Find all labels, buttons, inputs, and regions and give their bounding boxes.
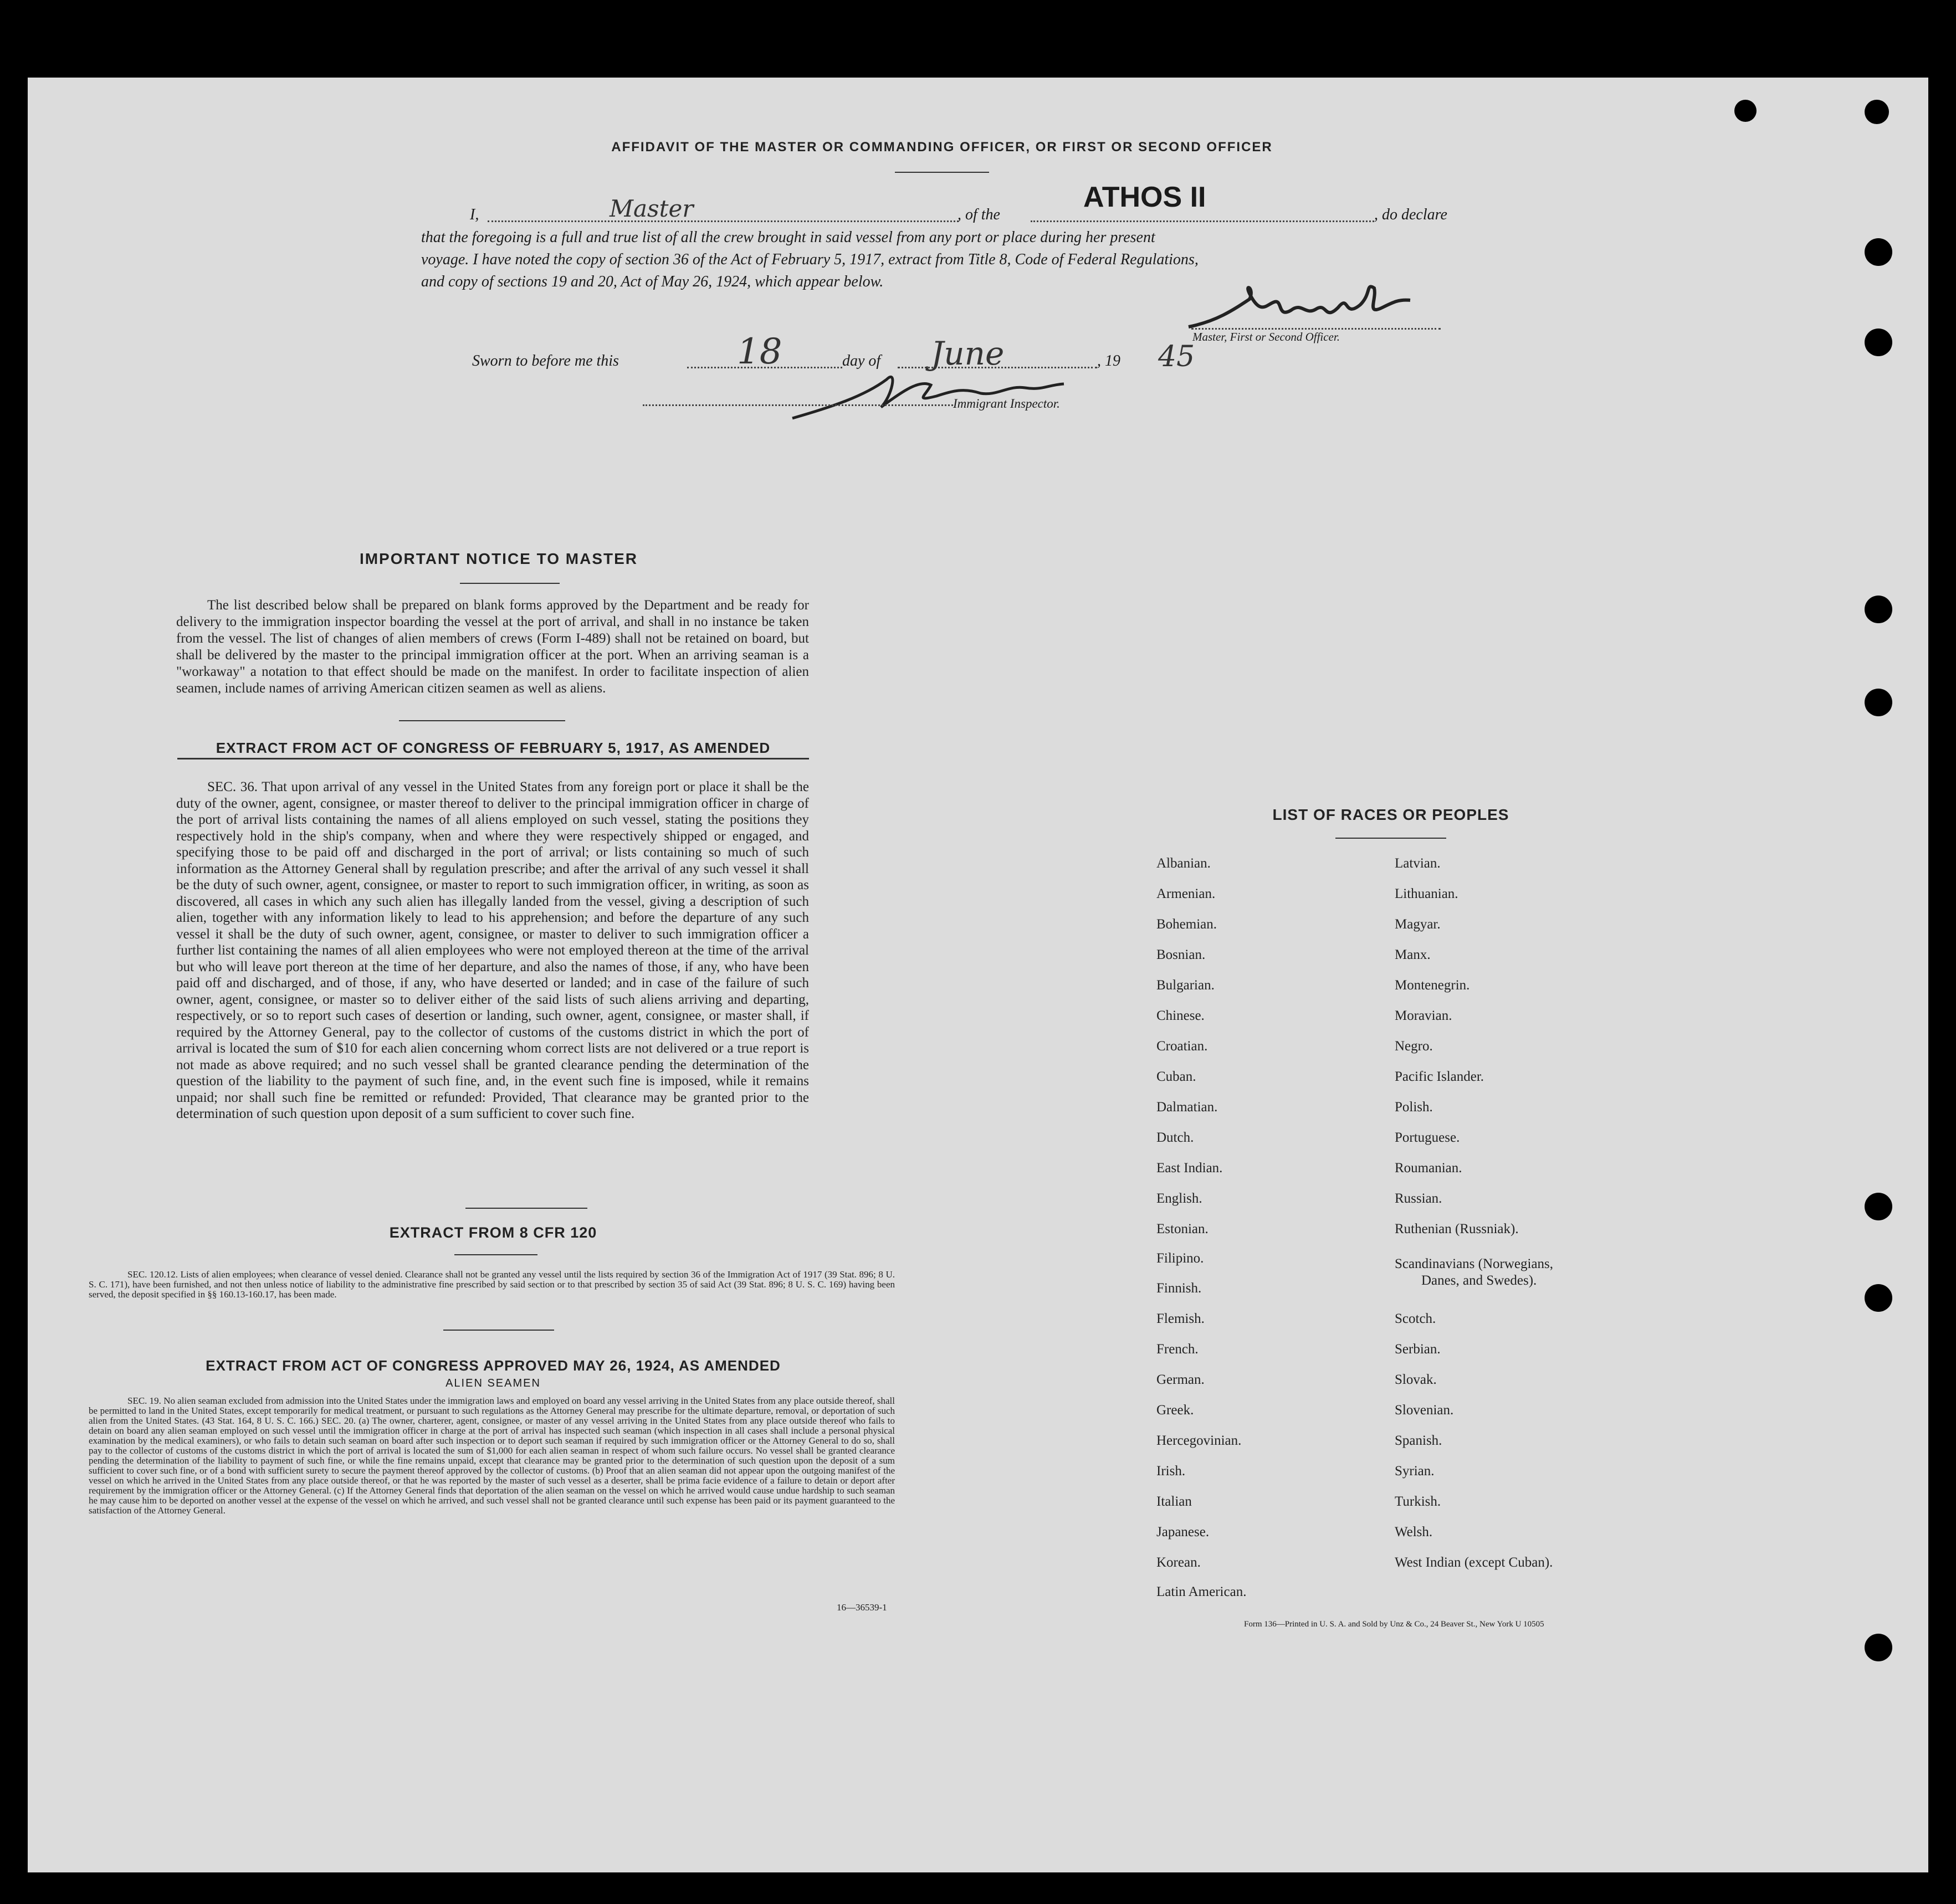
race-left-item: Korean. [1156, 1555, 1201, 1570]
race-left-item: Irish. [1156, 1464, 1186, 1479]
day-of-label: day of [842, 352, 881, 369]
race-left-item: Italian [1156, 1494, 1192, 1509]
form-code: 16—36539-1 [837, 1602, 887, 1613]
race-right-item: Magyar. [1395, 917, 1441, 932]
binder-hole [1865, 1634, 1892, 1661]
sworn-label: Sworn to before me this [472, 352, 619, 369]
sworn-day-handwritten: 18 [737, 331, 782, 372]
race-right-item: West Indian (except Cuban). [1395, 1555, 1553, 1570]
extract-1924-subtitle: ALIEN SEAMEN [446, 1377, 541, 1389]
race-right-item: Portuguese. [1395, 1130, 1460, 1145]
race-left-item: Finnish. [1156, 1281, 1202, 1296]
race-left-item: Bosnian. [1156, 947, 1206, 962]
race-left-item: English. [1156, 1191, 1202, 1206]
race-right-item: Polish. [1395, 1100, 1433, 1115]
master-signature-line [1191, 328, 1441, 330]
inspector-signature [787, 363, 1075, 424]
race-right-item: Ruthenian (Russniak). [1395, 1222, 1519, 1236]
notice-rule [460, 583, 560, 584]
binder-hole [1865, 329, 1892, 356]
affidavit-line-2: that the foregoing is a full and true list of all the crew brought in said vessel from any port or place during her present [421, 229, 1155, 246]
race-left-item: Croatian. [1156, 1039, 1208, 1054]
binder-hole [1865, 689, 1892, 716]
title-rule [895, 172, 989, 173]
race-right-item: Negro. [1395, 1039, 1433, 1054]
race-left-item: Japanese. [1156, 1525, 1210, 1539]
race-right-item: Latvian. [1395, 856, 1441, 871]
race-right-item: Manx. [1395, 947, 1431, 962]
race-left-item: French. [1156, 1342, 1199, 1357]
race-right-item: Pacific Islander. [1395, 1069, 1484, 1084]
inspector-signature-line [643, 404, 953, 406]
race-left-item: East Indian. [1156, 1161, 1223, 1176]
races-rule [1335, 838, 1446, 839]
cfr-end-rule [443, 1330, 554, 1331]
name-dotted-line [488, 220, 959, 222]
cfr-title: EXTRACT FROM 8 CFR 120 [389, 1224, 597, 1241]
notice-body: The list described below shall be prepared on blank forms approved by the Department and be ready for delivery to the immigration inspector boarding the vessel at the port of arrival, and shall in no instance be taken from the vessel. The list of changes of alien members of crews (Form I-489) shall not be retained on board, but shall be delivered by the master to the principal immigration officer at the port. When an arriving seaman is a "workaway" a notation to that effect should be made on the manifest. In order to facilitate inspection of alien seamen, include names of arriving American citizen seamen as well as aliens. [176, 598, 809, 696]
extract-1924-body: SEC. 19. No alien seaman excluded from admission into the United States under the immigration laws and employed on board any vessel arriving in the United States from any place outside thereof, shall be permitted to land in the United States, except temporarily for medical treatment, or pursuant to such regulations as the Attorney General may prescribe for the ultimate departure, removal, or deportation of such alien from the United States. (43 Stat. 164, 8 U. S. C. 166.) SEC. 20. (a) The owner, charterer, agent, consignee, or master of any vessel arriving in the United States from any place outside thereof who fails to detain on board any alien seaman employed on such vessel until the immigration officer in charge at the port of arrival has inspected such seaman (which inspection in all cases shall include a personal physical examination by the medical examiners), or who fails to detain such seaman on board after such inspection or to deport such seaman if required by such immigration officer or the Attorney General to do so, shall pay to the collector of customs of the customs district in which the port of arrival is located the sum of $1,000 for each alien seaman in respect of whom such failure occurs. No vessel shall be granted clearance pending the determination of the liability to payment of such fine, or while the fine remains unpaid, except that clearance may be granted prior to the determination of such question upon the deposit of a sum sufficient to cover such fine, or of a bond with sufficient surety to secure the payment thereof approved by the collector of customs. (b) Proof that an alien seaman did not appear upon the outgoing manifest of the vessel on which he arrived in the United States from any place outside thereof, or that he was reported by the master of such vessel as a deserter, shall be prima facie evidence of a failure to detain or deport after requirement by the immigration officer or the Attorney General. (c) If the Attorney General finds that deportation of the alien seaman on the vessel on which he arrived would cause undue hardship to such seaman he may cause him to be deported on another vessel at the expense of the vessel on which he arrived, and such vessel shall not be granted clearance until such expense has been paid or its payment guaranteed to the satisfaction of the Attorney General. [89, 1395, 895, 1516]
race-right-item: Danes, and Swedes). [1421, 1273, 1537, 1288]
race-right-item: Lithuanian. [1395, 886, 1458, 901]
affidavit-title: AFFIDAVIT OF THE MASTER OR COMMANDING OFFICER, OR FIRST OR SECOND OFFICER [611, 140, 1273, 155]
notice-title: IMPORTANT NOTICE TO MASTER [359, 550, 638, 567]
race-right-item: Syrian. [1395, 1464, 1435, 1479]
race-left-item: Armenian. [1156, 886, 1216, 901]
race-right-item: Russian. [1395, 1191, 1442, 1206]
notice-end-rule [399, 720, 565, 721]
extract-1917-title: EXTRACT FROM ACT OF CONGRESS OF FEBRUARY 5, 1917, AS AMENDED [216, 740, 771, 756]
race-right-item: Welsh. [1395, 1525, 1433, 1539]
race-right-item: Montenegrin. [1395, 978, 1470, 993]
race-left-item: Dalmatian. [1156, 1100, 1218, 1115]
year-handwritten: 45 [1158, 340, 1195, 373]
race-left-item: Cuban. [1156, 1069, 1196, 1084]
binder-hole [1865, 596, 1892, 623]
vessel-dotted-line [1031, 220, 1374, 222]
race-left-item: Dutch. [1156, 1130, 1194, 1145]
affidavit-line-3: voyage. I have noted the copy of section 36 of the Act of February 5, 1917, extract from Title 8, Code of Federal Regulations, [421, 251, 1199, 268]
i-label: I, [470, 206, 479, 223]
race-right-item: Scotch. [1395, 1311, 1436, 1326]
extract-1924-title: EXTRACT FROM ACT OF CONGRESS APPROVED MAY 26, 1924, AS AMENDED [206, 1357, 781, 1374]
master-caption: Master, First or Second Officer. [1192, 330, 1340, 343]
inspector-caption: Immigrant Inspector. [953, 397, 1060, 410]
cfr-body: SEC. 120.12. Lists of alien employees; when clearance of vessel denied. Clearance shall not be granted any vessel until the lists required by section 36 of the Immigration Act of 1917 (39 Stat. 896; 8 U. S. C. 171), have been furnished, and not then unless notice of liability to the administrative fine prescribed by said section or to that prescribed by section 35 of said Act (39 Stat. 896; 8 U. S. C. 169) having been served, the deposit specified in §§ 160.13-160.17, has been made. [89, 1269, 895, 1300]
sworn-month-handwritten: June [931, 335, 1005, 372]
affidavit-line-4: and copy of sections 19 and 20, Act of May 26, 1924, which appear below. [421, 273, 884, 290]
race-right-item: Roumanian. [1395, 1161, 1462, 1176]
binder-hole [1865, 100, 1889, 124]
cfr-rule [454, 1254, 537, 1255]
race-left-item: Chinese. [1156, 1008, 1205, 1023]
race-right-item: Scandinavians (Norwegians, [1395, 1256, 1554, 1271]
binder-hole [1865, 1284, 1892, 1312]
race-right-item: Slovenian. [1395, 1403, 1454, 1418]
race-right-item: Serbian. [1395, 1342, 1441, 1357]
binder-hole [1865, 238, 1892, 266]
race-left-item: Greek. [1156, 1403, 1194, 1418]
race-right-item: Spanish. [1395, 1433, 1442, 1448]
race-left-item: Bohemian. [1156, 917, 1217, 932]
extract-1917-body: SEC. 36. That upon arrival of any vessel in the United States from any foreign port or place it shall be the duty of the owner, agent, consignee, or master thereof to deliver to the principal immigration officer in charge of the port of arrival lists containing the names of all aliens employed on such vessel, stating the positions they respectively hold in the ship's company, when and where they were respectively shipped or engaged, and specifying those to be paid off and discharged in the port of arrival; or lists containing so much of such information as the Attorney General shall by regulation prescribe; and after the arrival of any such vessel it shall be the duty of such owner, agent, consignee, or master to report to such immigration officer, in writing, as soon as discovered, all cases in which any such alien has illegally landed from the vessel, giving a description of such alien, together with any information likely to lead to his apprehension; and before the departure of any such vessel it shall be the duty of such owner, agent, consignee, or master to deliver to such immigration officer a further list containing the names of all alien employees who were not employed thereon at the time of the arrival but who will leave port thereon at the time of her departure, and also the names of those, if any, who have been paid off and discharged, and of those, if any, who have deserted or landed; and in case of the failure of such owner, agent, consignee, or master so to deliver either of the said lists of such aliens arriving and departing, respectively, or so to report such cases of desertion or landing, such owner, agent, consignee, or master shall, if required by the Attorney General, pay to the collector of customs of the customs district in which the port of arrival is located the sum of $10 for each alien concerning whom correct lists are not delivered or a true report is not made as above required; and no such vessel shall be granted clearance pending the determination of the question of the liability to the payment of such fine, and, in the event such fine is imposed, while it remains unpaid; nor shall such fine be remitted or refunded: Provided, That clearance may be granted prior to the determination of such question upon deposit of a sum sufficient to cover such fine. [176, 779, 809, 1121]
race-right-item: Slovak. [1395, 1372, 1437, 1387]
race-right-item: Moravian. [1395, 1008, 1452, 1023]
race-left-item: German. [1156, 1372, 1205, 1387]
race-right-item: Turkish. [1395, 1494, 1441, 1509]
race-left-item: Hercegovinian. [1156, 1433, 1242, 1448]
binder-hole [1865, 1193, 1892, 1220]
race-left-item: Latin American. [1156, 1584, 1247, 1599]
race-left-item: Flemish. [1156, 1311, 1205, 1326]
race-left-item: Albanian. [1156, 856, 1211, 871]
binder-hole [1734, 100, 1757, 122]
vessel-name: ATHOS II [1083, 181, 1206, 213]
master-name-handwritten: Master [610, 195, 694, 222]
of-the-label: , of the [957, 206, 1000, 223]
race-left-item: Estonian. [1156, 1222, 1209, 1236]
extract-1917-rule [177, 758, 809, 759]
do-declare-label: , do declare [1374, 206, 1447, 223]
race-left-item: Bulgarian. [1156, 978, 1215, 993]
year-prefix-label: , 19 [1097, 352, 1120, 369]
extract-1917-end-rule [465, 1208, 587, 1209]
printer-footer: Form 136—Printed in U. S. A. and Sold by Unz & Co., 24 Beaver St., New York U 10505 [1244, 1620, 1544, 1629]
races-title: LIST OF RACES OR PEOPLES [1272, 806, 1509, 823]
race-left-item: Filipino. [1156, 1251, 1204, 1266]
